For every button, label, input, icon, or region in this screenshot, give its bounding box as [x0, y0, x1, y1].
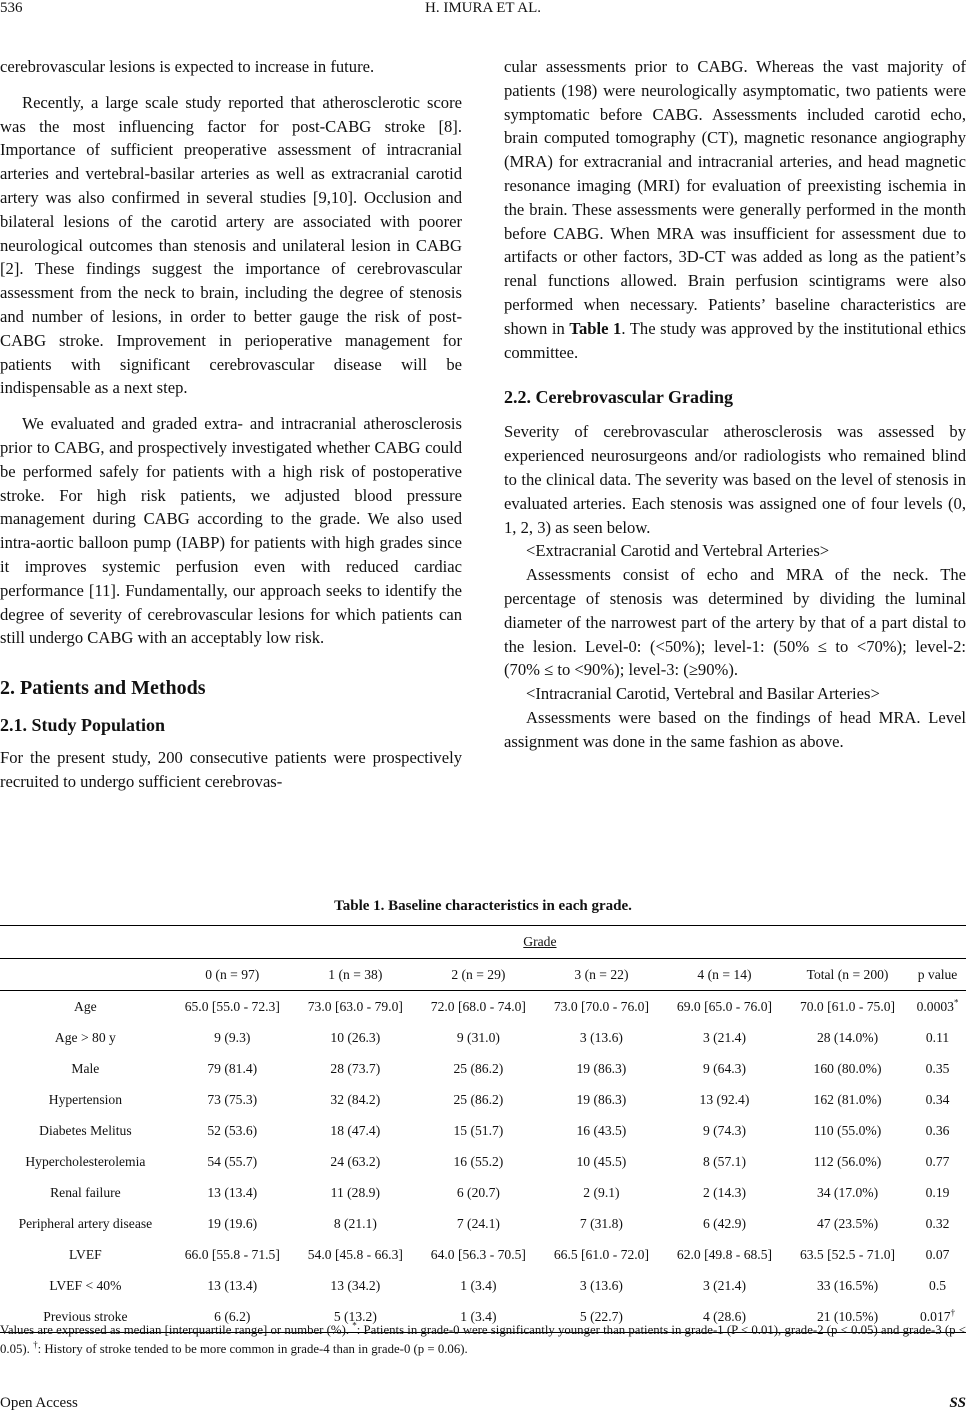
table-cell: 112 (56.0%)	[813, 1153, 882, 1169]
column-header: Total (n = 200)	[806, 966, 889, 982]
table-reference: Table 1	[569, 318, 622, 338]
row-label: Hypertension	[48, 1091, 122, 1107]
note-text	[0, 1321, 966, 1359]
running-title: H. IMURA ET AL.	[425, 0, 541, 16]
table-row	[0, 1053, 966, 1084]
table-cell: 19 (86.3)	[576, 1091, 627, 1107]
table-cell: 3 (21.4)	[702, 1277, 746, 1293]
column-header: 4 (n = 14)	[697, 966, 752, 982]
table-note	[0, 1321, 966, 1359]
row-label: Renal failure	[50, 1184, 121, 1200]
table-cell	[909, 926, 966, 959]
page-footer	[0, 1395, 966, 1414]
table-cell: 3 (13.6)	[579, 1029, 623, 1045]
table-cell: 19 (19.6)	[207, 1215, 258, 1231]
table-cell: 10 (45.5)	[576, 1153, 627, 1169]
table-cell: 11 (28.9)	[330, 1184, 380, 1200]
table-cell: 8 (21.1)	[333, 1215, 377, 1231]
table-cell: 32 (84.2)	[330, 1091, 381, 1107]
page-number: 536	[0, 0, 23, 16]
table-cell: 1 (3.4)	[460, 1308, 497, 1324]
table-cell: 7 (31.8)	[579, 1215, 623, 1231]
table-cell: 28 (73.7)	[330, 1060, 381, 1076]
p-value-cell	[909, 1177, 966, 1208]
table-cell: 34 (17.0%)	[816, 1184, 879, 1200]
row-label: Previous stroke	[43, 1308, 128, 1324]
table-cell: 18 (47.4)	[330, 1122, 381, 1138]
table-row	[0, 1239, 966, 1270]
p-value: 0.34	[925, 1091, 950, 1107]
p-value: 0.11	[925, 1029, 950, 1045]
paragraph: <Extracranial Carotid and Vertebral Arteries>	[526, 541, 830, 561]
section-heading: 2. Patients and Methods	[0, 677, 206, 700]
subsection-heading: 2.1. Study Population	[0, 715, 166, 736]
table-row	[0, 1208, 966, 1239]
p-value: 0.36	[925, 1122, 950, 1138]
table-cell: 54.0 [45.8 - 66.3]	[307, 1246, 403, 1262]
row-label: Age	[74, 998, 97, 1014]
paragraph: We evaluated and graded extra- and intracranial atherosclerosis prior to CABG, and prospectively investigated whether CABG could be performed safely for patients with a high risk of postoperative stroke. For high risk patients, we adjusted blood pressure management during CABG according to the grade. We also used intra-aortic balloon pump (IABP) for patients with high grades since it improves systemic perfusion even with reduced cardiac performance [11]. Fundamentally, our approach seeks to identify the degree of severity of cerebrovascular lesions for which patients can still undergo CABG with an acceptably low risk.	[0, 414, 462, 648]
table-cell: 69.0 [65.0 - 76.0]	[676, 998, 773, 1014]
p-value-cell	[909, 1115, 966, 1146]
footnote-mark: *	[352, 1320, 357, 1331]
footnote-mark: †	[33, 1339, 38, 1350]
table-cell: 66.5 [61.0 - 72.0]	[553, 1246, 649, 1262]
table-cell: 16 (55.2)	[453, 1153, 504, 1169]
table-cell: 162 (81.0%)	[813, 1091, 882, 1107]
column-header-row	[0, 959, 966, 991]
p-value-cell	[909, 1053, 966, 1084]
left-column	[0, 55, 462, 794]
table-cell: 10 (26.3)	[330, 1029, 381, 1045]
table-cell: 62.0 [49.8 - 68.5]	[676, 1246, 773, 1262]
table-cell: 33 (16.5%)	[816, 1277, 879, 1293]
p-value-cell	[909, 1208, 966, 1239]
table-cell: 4 (28.6)	[702, 1308, 746, 1324]
table-cell	[0, 959, 171, 991]
table-cell: 63.5 [52.5 - 71.0]	[799, 1246, 896, 1262]
table-cell: 47 (23.5%)	[816, 1215, 879, 1231]
paragraph: Severity of cerebrovascular atherosclerosis was assessed by experienced neurosurgeons and/or radiologists who remained blind to the clinical data. The severity was based on the level of stenosis in evaluated arteries. Each stenosis was assigned one of four levels (0, 1, 2, 3) as seen below.	[504, 422, 966, 537]
grade-label	[171, 926, 909, 959]
table-cell: 9 (9.3)	[214, 1029, 251, 1045]
p-value-cell	[909, 1270, 966, 1301]
table-cell: 5 (22.7)	[579, 1308, 623, 1324]
p-value: 0.77	[925, 1153, 950, 1169]
row-label: LVEF	[69, 1246, 102, 1262]
row-label: Hypercholesterolemia	[25, 1153, 146, 1169]
table-cell: 6 (42.9)	[702, 1215, 746, 1231]
table-cell: 3 (21.4)	[702, 1029, 746, 1045]
text-run: . The study was approved by the institutional ethics committee.	[504, 318, 966, 362]
table-row	[0, 1084, 966, 1115]
p-value: 0.017	[919, 1308, 951, 1324]
table-cell: 28 (14.0%)	[816, 1029, 879, 1045]
row-label: Age > 80 y	[54, 1029, 116, 1045]
table-cell: 64.0 [56.3 - 70.5]	[430, 1246, 526, 1262]
row-label: Male	[71, 1060, 100, 1076]
table-cell: 66.0 [55.8 - 71.5]	[184, 1246, 280, 1262]
column-header: 3 (n = 22)	[574, 966, 629, 982]
page-header	[0, 0, 966, 22]
grade-label-text: Grade	[523, 934, 557, 949]
table-cell: 13 (92.4)	[699, 1091, 750, 1107]
footnote-mark: *	[953, 996, 959, 1007]
text-run: cular assessments prior to CABG. Whereas the vast majority of patients (198) were neurologically asymptomatic, two patients were symptomatic before CABG. Assessments included carotid echo, brain computed tomography (CT), magnetic resonance angiography (MRA) for extracranial and intracranial arteries, and head magnetic resonance imaging (MRI) for evaluation of preexisting ischemia in the brain. These assessments were generally performed in the month before CABG. When MRA was insufficient for assessment due to artifacts or other factors, 3D-CT was added as long as the patient’s renal functions allowed. Brain perfusion scintigrams were also performed when necessary. Patients’ baseline characteristics are shown in	[504, 57, 966, 338]
row-label: Peripheral artery disease	[18, 1215, 153, 1231]
text-run: : History of stroke tended to be more common in grade-4 than in grade-0 (p = 0.06).	[37, 1342, 468, 1356]
paragraph: <Intracranial Carotid, Vertebral and Basilar Arteries>	[526, 684, 880, 704]
p-value: 0.07	[925, 1246, 950, 1262]
table-row	[0, 991, 966, 1023]
text-run: Values are expressed as median [interquartile range] or number (%).	[0, 1323, 353, 1337]
p-value-cell	[909, 1084, 966, 1115]
p-value: 0.0003	[916, 998, 954, 1014]
p-value: 0.32	[925, 1215, 950, 1231]
table-cell: 9 (74.3)	[702, 1122, 746, 1138]
table-row	[0, 1270, 966, 1301]
table-cell: 9 (64.3)	[702, 1060, 746, 1076]
paragraph: Recently, a large scale study reported that atherosclerotic score was the most influencing factor for post-CABG stroke [8]. Importance of sufficient preoperative assessment of intracranial arteries and vertebral-basilar arteries as well as extracranial carotid artery was also confirmed in several studies [9,10]. Occlusion and bilateral lesions of the carotid artery are associated with poorer neurological outcomes than stenosis and unilateral lesion in CABG [2]. These findings suggest the importance of cerebrovascular assessment from the neck to brain, including the degree of stenosis and number of lesions, in order to better gauge the risk of post-CABG stroke. Improvement in perioperative management for patients with significant cerebrovascular disease will be indispensable as a next step.	[0, 92, 462, 398]
table-cell: 3 (13.6)	[579, 1277, 623, 1293]
p-value-cell	[909, 991, 966, 1023]
table-row	[0, 1115, 966, 1146]
paragraph: Assessments consist of echo and MRA of the neck. The percentage of stenosis was determined by dividing the luminal diameter of the narrowest part of the artery by that of a part distal to the lesion. Level-0: (<50%); level-1: (50% ≤ to <70%); level-2: (70% ≤ to <90%); level-3: (≥90%).	[504, 565, 966, 680]
table-row	[0, 1146, 966, 1177]
table-cell: 15 (51.7)	[453, 1122, 504, 1138]
paragraph: cerebrovascular lesions is expected to increase in future.	[0, 57, 375, 76]
paragraph	[504, 55, 966, 364]
p-value-cell	[909, 1146, 966, 1177]
paragraph: For the present study, 200 consecutive patients were prospectively recruited to undergo sufficient cerebrovas-	[0, 748, 462, 791]
table-cell: 25 (86.2)	[453, 1060, 504, 1076]
table-cell: 8 (57.1)	[702, 1153, 746, 1169]
table-cell: 73 (75.3)	[207, 1091, 258, 1107]
table-cell: 7 (24.1)	[456, 1215, 500, 1231]
footnote-mark: †	[950, 1306, 956, 1317]
right-column	[504, 55, 966, 754]
column-header: 2 (n = 29)	[451, 966, 506, 982]
grade-header-row	[0, 926, 966, 959]
table-row	[0, 1022, 966, 1053]
table-cell: 1 (3.4)	[460, 1277, 497, 1293]
table-cell: 13 (34.2)	[330, 1277, 381, 1293]
table-cell: 16 (43.5)	[576, 1122, 627, 1138]
table-cell: 79 (81.4)	[207, 1060, 258, 1076]
table-cell: 25 (86.2)	[453, 1091, 504, 1107]
table-row	[0, 1177, 966, 1208]
table-cell: 73.0 [63.0 - 79.0]	[307, 998, 403, 1014]
table-cell: 72.0 [68.0 - 74.0]	[430, 998, 526, 1014]
table-cell: 9 (31.0)	[456, 1029, 500, 1045]
table-cell: 2 (9.1)	[583, 1184, 620, 1200]
table-cell: 13 (13.4)	[207, 1184, 258, 1200]
table-cell: 6 (20.7)	[456, 1184, 500, 1200]
row-label: Diabetes Melitus	[39, 1122, 132, 1138]
p-value: 0.35	[925, 1060, 950, 1076]
table-cell: 70.0 [61.0 - 75.0]	[799, 998, 896, 1014]
table-cell: 52 (53.6)	[207, 1122, 258, 1138]
open-access-label: Open Access	[0, 1395, 78, 1411]
table-cell: 6 (6.2)	[214, 1308, 251, 1324]
p-value-cell	[909, 1022, 966, 1053]
column-header: p value	[917, 966, 958, 982]
table-cell: 65.0 [55.0 - 72.3]	[184, 998, 280, 1014]
table-cell: 160 (80.0%)	[813, 1060, 882, 1076]
table-cell: 110 (55.0%)	[813, 1122, 882, 1138]
table-cell: 21 (10.5%)	[816, 1308, 879, 1324]
row-label: LVEF < 40%	[49, 1277, 122, 1293]
table-cell: 5 (13.2)	[333, 1308, 377, 1324]
baseline-table	[0, 925, 966, 1333]
table-cell: 2 (14.3)	[702, 1184, 746, 1200]
table-cell: 73.0 [70.0 - 76.0]	[553, 998, 649, 1014]
table-cell: 54 (55.7)	[207, 1153, 258, 1169]
column-header: 0 (n = 97)	[205, 966, 260, 982]
table-caption: Table 1. Baseline characteristics in each grade.	[334, 898, 632, 914]
column-header: 1 (n = 38)	[328, 966, 383, 982]
paragraph: Assessments were based on the findings of head MRA. Level assignment was done in the same fashion as above.	[504, 707, 966, 751]
table-cell	[0, 926, 171, 959]
journal-abbreviation: SS	[949, 1395, 966, 1411]
p-value-cell	[909, 1239, 966, 1270]
table-cell: 24 (63.2)	[330, 1153, 381, 1169]
subsection-heading: 2.2. Cerebrovascular Grading	[504, 387, 733, 408]
p-value: 0.19	[925, 1184, 950, 1200]
text-run: : Patients in grade-0 were significantly younger than patients in grade-1 (P < 0.01), grade-2 (p < 0.05) and grade-3 (p < 0.05).	[0, 1323, 966, 1356]
p-value: 0.5	[929, 1277, 947, 1293]
table-cell: 19 (86.3)	[576, 1060, 627, 1076]
table-cell: 13 (13.4)	[207, 1277, 258, 1293]
